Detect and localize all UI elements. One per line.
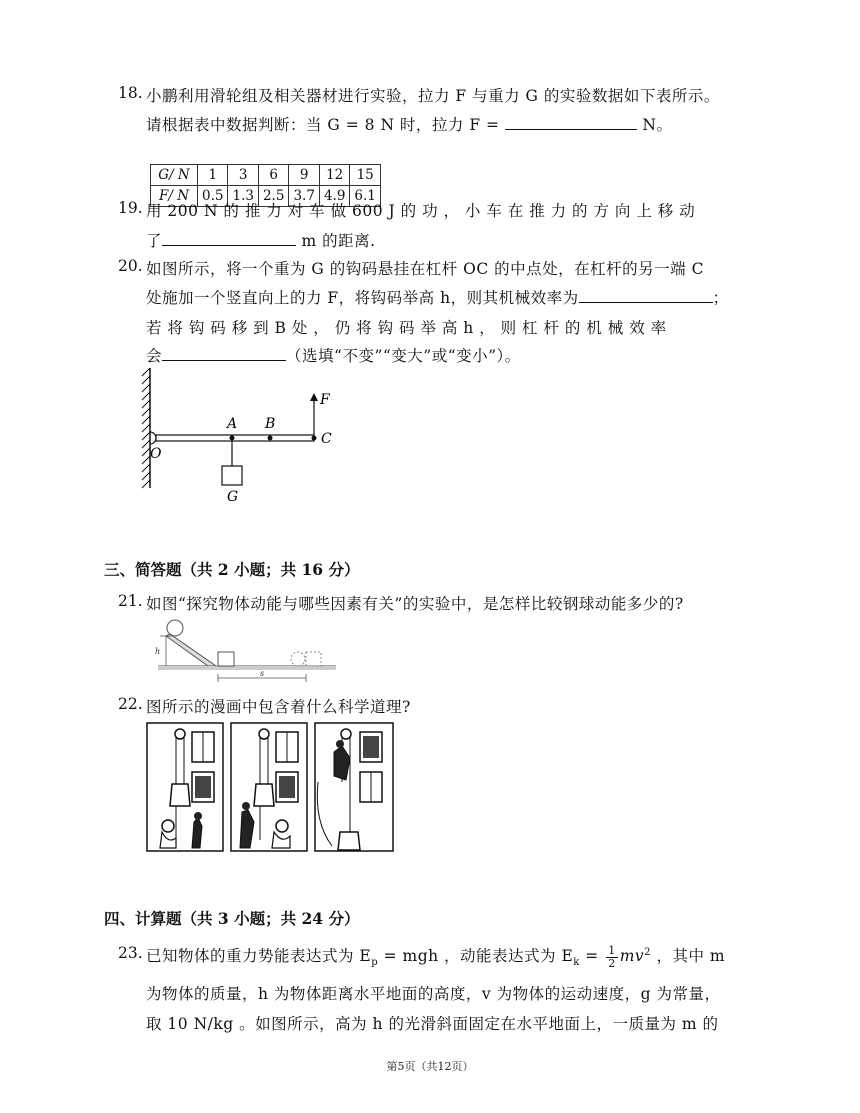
q23-text: = mgh ，动能表达式为 E [378,947,574,965]
ball-ghost [291,652,305,666]
q22-line1: 图所示的漫画中包含着什么科学道理? [146,698,411,716]
table-cell: 6 [258,165,288,186]
answer-blank[interactable] [505,114,637,130]
section-title: 三、简答题（共 2 小题；共 16 分） [104,560,360,579]
point-c [312,436,317,441]
ground-shading [158,666,336,670]
table-cell: 3 [228,165,258,186]
incline [166,634,216,666]
q18-line2 [146,113,672,135]
lever-diagram [140,366,350,506]
table-cell: 4.9 [319,186,349,207]
q23-line1 [146,944,725,970]
point-b [268,436,273,441]
q20-text-a: 处施加一个竖直向上的力 F，将钩码举高 h，则其机械效率为 [146,289,579,307]
steel-ball [167,620,183,636]
section-title: 四、计算题（共 3 小题；共 24 分） [104,909,360,928]
label-c: C [321,431,332,447]
lever-bar [156,435,314,441]
q18-text-b: N。 [636,116,673,134]
q21-line1: 如图“探究物体动能与哪些因素有关”的实验中，是怎样比较钢球动能多少的? [146,595,684,613]
wall [142,368,150,488]
table-cell: 1 [198,165,228,186]
comic-panel-1 [147,723,223,851]
table-cell: 1.3 [228,186,258,207]
q20-line4 [146,344,521,366]
q23-line2: 为物体的质量，h 为物体距离水平地面的高度，v 为物体的运动速度，g 为常量， [146,985,721,1003]
fraction-numerator: 1 [608,943,616,957]
q19-text-a: 了 [146,232,163,250]
answer-blank[interactable] [162,345,286,361]
table-cell: 0.5 [198,186,228,207]
table-header-cell: F/ N [151,186,198,207]
block-ghost [306,652,321,666]
q20-text-b: （选填“不变”“变大”或“变小”）。 [286,347,521,365]
fraction-denominator: 2 [608,956,616,970]
question-number: 21. [118,592,143,610]
table-cell: 6.1 [350,186,380,207]
label-b: B [265,416,276,432]
label-o: O [150,446,162,462]
subscript: p [371,957,379,969]
question-number: 19. [118,199,143,217]
subscript: k [573,957,580,969]
pivot [150,432,156,444]
q20-line2 [146,286,729,308]
table-cell: 12 [319,165,349,186]
weight-block [222,466,242,485]
q20-line3: 若 将 钩 码 移 到 B 处 ， 仍 将 钩 码 举 高 h ， 则 杠 杆 的 机 械 效 率 [146,319,667,337]
superscript: 2 [644,946,652,958]
question-number: 22. [118,695,143,713]
question-number: 20. [118,257,143,275]
q19-text-b: m 的距离. [296,232,376,250]
q20-text-a: 会 [146,347,163,365]
arrow-head-icon [310,393,318,401]
comic-panel-2 [231,723,307,851]
q23-line3: 取 10 N/kg 。如图所示，高为 h 的光滑斜面固定在水平地面上，一质量为 m 的 [146,1015,719,1033]
table-cell: 2.5 [258,186,288,207]
q20-line1: 如图所示，将一个重为 G 的钩码悬挂在杠杆 OC 的中点处，在杠杆的另一端 C [146,260,704,278]
incline-experiment-diagram [148,616,338,686]
point-a [230,436,235,441]
page-footer: 第5页（共12页） [386,1060,474,1073]
comic-panel-3 [315,723,393,851]
label-f: F [320,392,330,408]
answer-blank[interactable] [579,287,713,303]
fraction [606,945,618,970]
label-h: h [155,647,161,656]
q23-text: ，其中 m [651,947,726,965]
answer-blank[interactable] [162,230,296,246]
label-a: A [227,416,238,432]
wood-block [218,652,234,666]
label-g: G [227,489,239,505]
q23-text: = [579,947,605,965]
table-header-cell: G/ N [151,165,198,186]
label-s: s [260,669,265,678]
q20-text-b: ； [712,289,729,307]
q18-text-a: 请根据表中数据判断：当 G = 8 N 时，拉力 F = [146,116,505,134]
q19-line1: 用 200 N 的 推 力 对 车 做 600 J 的 功 ， 小 车 在 推 力 的 方 向 上 移 动 [146,202,696,220]
question-number: 18. [118,84,143,102]
q23-text: mv [619,947,645,965]
comic-panels [146,722,396,854]
q18-line1: 小鹏利用滑轮组及相关器材进行实验，拉力 F 与重力 G 的实验数据如下表所示。 [146,87,720,105]
table-cell: 3.7 [289,186,319,207]
table-cell: 15 [350,165,380,186]
q19-line2 [146,229,376,251]
table-row [151,165,381,186]
table-cell: 9 [289,165,319,186]
q23-text: 已知物体的重力势能表达式为 E [146,947,372,965]
question-number: 23. [118,944,143,962]
